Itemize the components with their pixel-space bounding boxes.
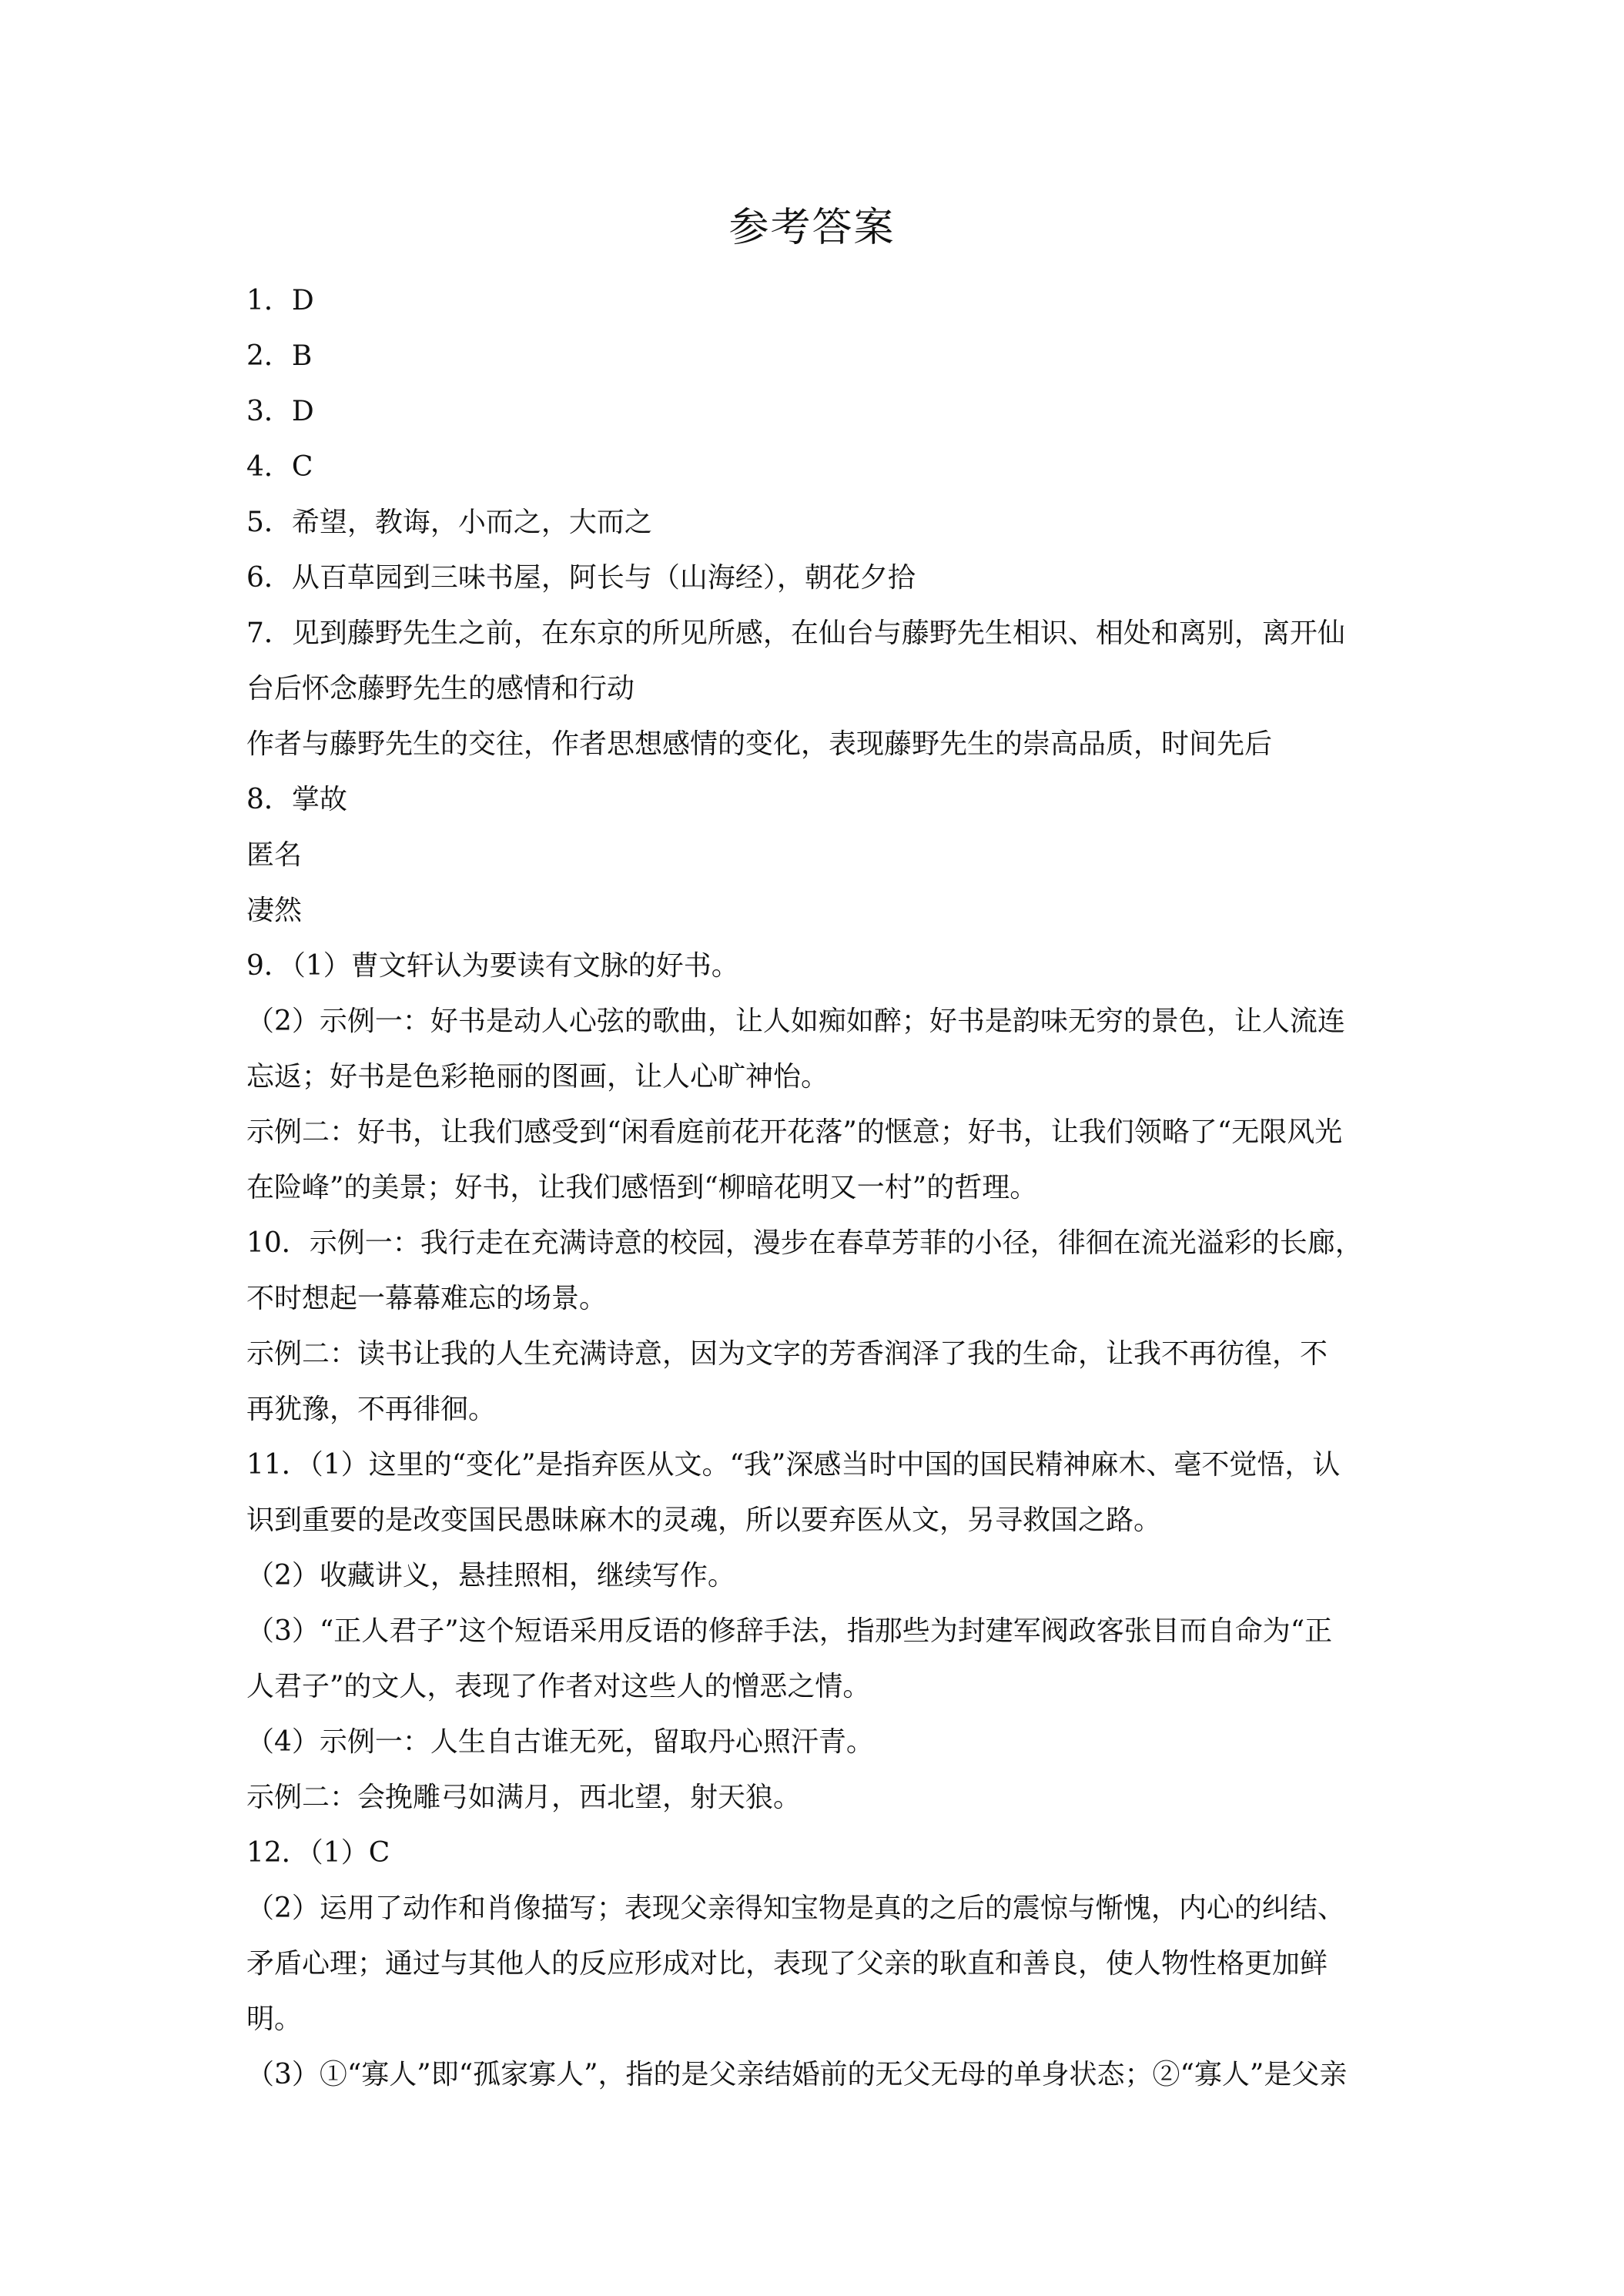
answer-line: 人君子”的文人，表现了作者对这些人的憎恶之情。	[246, 1671, 871, 1702]
answer-line: 凄然	[246, 895, 303, 926]
answer-list	[246, 273, 1378, 2103]
answer-line: （2）示例一：好书是动人心弦的歌曲，让人如痴如醉；好书是韵味无穷的景色，让人流连	[246, 1006, 1345, 1037]
answer-line: （4）示例一：人生自古谁无死，留取丹心照汗青。	[246, 1726, 874, 1758]
answer-line: 7．见到藤野先生之前，在东京的所见所感，在仙台与藤野先生相识、相处和离别，离开仙	[246, 618, 1345, 649]
answer-line: 8．掌故	[246, 784, 347, 815]
answer-line: 9．（1）曹文轩认为要读有文脉的好书。	[246, 950, 739, 982]
answer-line: 2．B	[246, 340, 313, 372]
answer-line: （2）收藏讲义，悬挂照相，继续写作。	[246, 1560, 735, 1591]
answer-line: 12．（1）C	[246, 1837, 390, 1869]
answer-line: 11．（1）这里的“变化”是指弃医从文。“我”深感当时中国的国民精神麻木、毫不觉悟，认	[246, 1449, 1341, 1481]
answer-line: （2）运用了动作和肖像描写；表现父亲得知宝物是真的之后的震惊与惭愧，内心的纠结、	[246, 1893, 1345, 1924]
answer-line: 示例二：读书让我的人生充满诗意，因为文字的芳香润泽了我的生命，让我不再彷徨，不	[246, 1338, 1328, 1370]
answer-line: （3）“正人君子”这个短语采用反语的修辞手法，指那些为封建军阀政客张目而自命为“正	[246, 1615, 1333, 1647]
answer-line: 作者与藤野先生的交往，作者思想感情的变化，表现藤野先生的崇高品质，时间先后	[246, 728, 1273, 760]
answer-line: 6．从百草园到三味书屋，阿长与（山海经），朝花夕拾	[246, 562, 916, 594]
answer-line: 台后怀念藤野先生的感情和行动	[246, 673, 635, 705]
answer-line: 不时想起一幕幕难忘的场景。	[246, 1283, 608, 1314]
answer-line: 5．希望，教诲，小而之，大而之	[246, 507, 652, 538]
answer-line: 1．D	[246, 285, 314, 316]
answer-line: 匿名	[246, 839, 303, 871]
page-title: 参考答案	[728, 205, 896, 251]
answer-line: 在险峰”的美景；好书，让我们感悟到“柳暗花明又一村”的哲理。	[246, 1172, 1038, 1203]
answer-line: 明。	[246, 2003, 303, 2035]
answer-line: 10．示例一：我行走在充满诗意的校园，漫步在春草芳菲的小径，徘徊在流光溢彩的长廊，	[246, 1227, 1363, 1259]
answer-line: 再犹豫，不再徘徊。	[246, 1394, 497, 1425]
answer-line: 识到重要的是改变国民愚昧麻木的灵魂，所以要弃医从文，另寻救国之路。	[246, 1504, 1162, 1536]
answer-line: （3）①“寡人”即“孤家寡人”，指的是父亲结婚前的无父无母的单身状态；②“寡人”是父亲	[246, 2059, 1348, 2090]
answer-line: 3．D	[246, 396, 314, 427]
answer-line: 示例二：好书，让我们感受到“闲看庭前花开花落”的惬意；好书，让我们领略了“无限风光	[246, 1116, 1343, 1148]
answer-line: 4．C	[246, 451, 313, 483]
answer-line: 矛盾心理；通过与其他人的反应形成对比，表现了父亲的耿直和善良，使人物性格更加鲜	[246, 1948, 1328, 1980]
answer-line: 忘返；好书是色彩艳丽的图画，让人心旷神怡。	[246, 1061, 829, 1093]
answer-line: 示例二：会挽雕弓如满月，西北望，射天狼。	[246, 1782, 802, 1813]
